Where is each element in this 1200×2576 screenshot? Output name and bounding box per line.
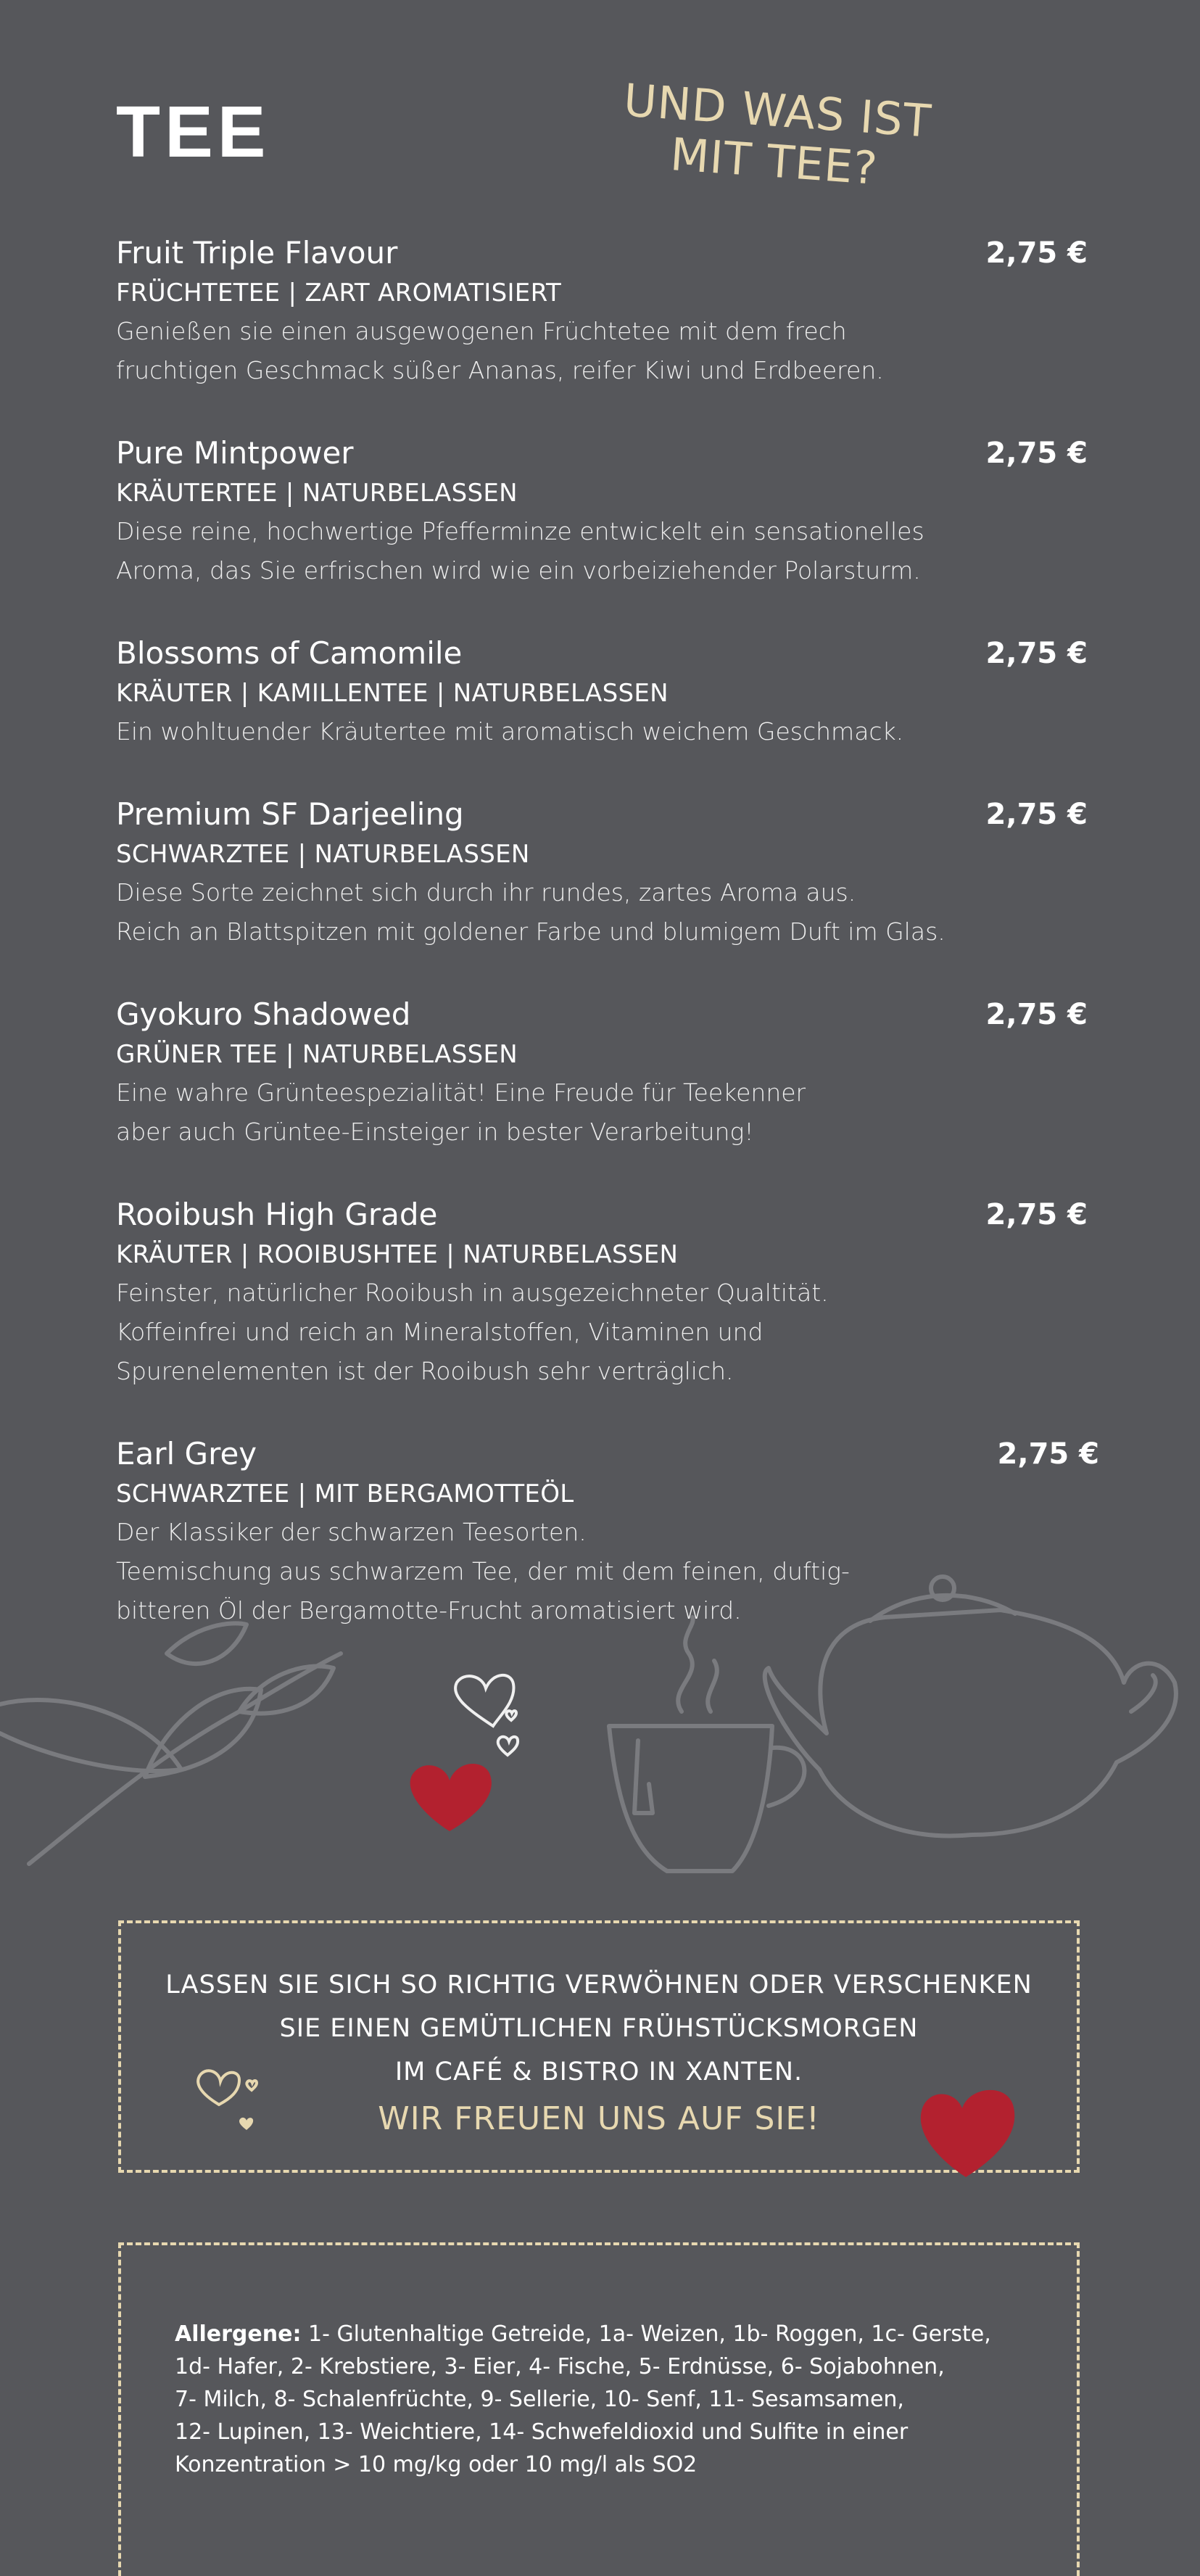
description-line: Diese reine, hochwertige Pfefferminze entwickelt ein sensationelles [116,517,924,545]
allergen-label: Allergene: [175,2321,302,2347]
tea-price: 2,75 € [985,437,1088,470]
promo-cta: WIR FREUEN UNS AUF SIE! [378,2100,820,2137]
tea-price: 2,75 € [985,798,1088,831]
tea-illustration [0,1494,1200,1900]
tea-category: KRÄUTERTEE | NATURBELASSEN [116,479,518,508]
description-line: Koffeinfrei und reich an Mineralstoffen, Vitaminen und [116,1318,764,1346]
allergen-info [175,2318,1030,2481]
tea-description [116,873,1102,951]
tea-price: 2,75 € [985,637,1088,670]
tea-item [116,232,1102,390]
tea-item [116,1194,1102,1391]
description-line: Genießen sie einen ausgewogenen Früchtetee mit dem frech [116,317,847,345]
tea-item [116,793,1102,951]
tea-category: FRÜCHTETEE | ZART AROMATISIERT [116,278,562,307]
tea-name: Fruit Triple Flavour [116,235,398,271]
tea-price: 2,75 € [997,1437,1099,1471]
allergen-line: 7- Milch, 8- Schalenfrüchte, 9- Sellerie, 10- Senf, 11- Sesamsamen, [175,2387,904,2412]
tea-category: KRÄUTER | KAMILLENTEE | NATURBELASSEN [116,679,669,708]
description-line: fruchtigen Geschmack süßer Ananas, reifer Kiwi und Erdbeeren. [116,356,884,384]
tea-item [116,994,1102,1152]
tea-category: SCHWARZTEE | MIT BERGAMOTTEÖL [116,1479,574,1508]
leaf-icon [167,1623,247,1664]
tea-price: 2,75 € [985,1198,1088,1231]
allergen-line [175,2318,1030,2350]
page-title: TEE [116,91,270,173]
description-line: Der Klassiker der schwarzen Teesorten. [116,1518,587,1546]
slogan: UND WAS IST MIT TEE? [621,73,934,195]
tea-description [116,1273,1102,1391]
allergen-line: 12- Lupinen, 13- Weichtiere, 14- Schwefeldioxid und Sulfite in einer [175,2419,909,2445]
tea-category: KRÄUTER | ROOIBUSHTEE | NATURBELASSEN [116,1240,679,1269]
description-line: bitteren Öl der Bergamotte-Frucht aromatisiert wird. [116,1596,742,1625]
allergen-text: 1- Glutenhaltige Getreide, 1a- Weizen, 1b- Roggen, 1c- Gerste, [301,2321,991,2347]
description-line: Spurenelementen ist der Rooibush sehr verträglich. [116,1357,734,1385]
heart-outline-icon [455,1675,518,1755]
tea-item [116,632,1102,751]
tea-name: Earl Grey [116,1436,257,1471]
description-line: Eine wahre Grünteespezialität! Eine Freude für Teekenner [116,1078,806,1107]
description-line: Aroma, das Sie erfrischen wird wie ein vorbeiziehender Polarsturm. [116,556,921,585]
tea-name: Gyokuro Shadowed [116,996,411,1032]
tea-price: 2,75 € [985,236,1088,270]
promo-text: LASSEN SIE SICH SO RICHTIG VERWÖHNEN ODER VERSCHENKEN SIE EINEN GEMÜTLICHEN FRÜHSTÜCKSMORGEN IM CAFÉ & BISTRO IN XANTEN. [165,1970,1033,2086]
description-line: Reich an Blattspitzen mit goldener Farbe und blumigem Duft im Glas. [116,917,945,946]
tea-description [116,512,1102,590]
teapot-icon [765,1610,1176,1836]
allergen-line: Konzentration > 10 mg/kg oder 10 mg/l als SO2 [175,2452,698,2477]
heart-outline-icon [190,2061,270,2148]
promo-box [118,1920,1080,2173]
tea-category: SCHWARZTEE | NATURBELASSEN [116,840,530,869]
description-line: aber auch Grüntee-Einsteiger in bester Verarbeitung! [116,1118,754,1146]
tea-item [116,432,1102,590]
tea-description [116,712,1102,751]
description-line: Teemischung aus schwarzem Tee, der mit dem feinen, duftig- [116,1557,850,1585]
tea-name: Pure Mintpower [116,435,354,471]
tea-description [116,1073,1102,1152]
description-line: Feinster, natürlicher Rooibush in ausgezeichneter Qualtität. [116,1279,829,1307]
heart-icon [410,1764,492,1831]
tea-name: Rooibush High Grade [116,1197,438,1232]
allergen-line: 1d- Hafer, 2- Krebstiere, 3- Eier, 4- Fische, 5- Erdnüsse, 6- Sojabohnen, [175,2354,945,2379]
description-line: Ein wohltuender Kräutertee mit aromatisch weichem Geschmack. [116,717,904,746]
allergen-box [118,2242,1080,2576]
tea-name: Premium SF Darjeeling [116,796,464,832]
tea-name: Blossoms of Camomile [116,635,463,671]
description-line: Diese Sorte zeichnet sich durch ihr rundes, zartes Aroma aus. [116,878,856,907]
tea-description [116,312,1102,390]
tea-list [116,232,1102,1672]
tea-category: GRÜNER TEE | NATURBELASSEN [116,1040,518,1069]
tea-price: 2,75 € [985,998,1088,1031]
heart-icon [911,2076,1027,2184]
